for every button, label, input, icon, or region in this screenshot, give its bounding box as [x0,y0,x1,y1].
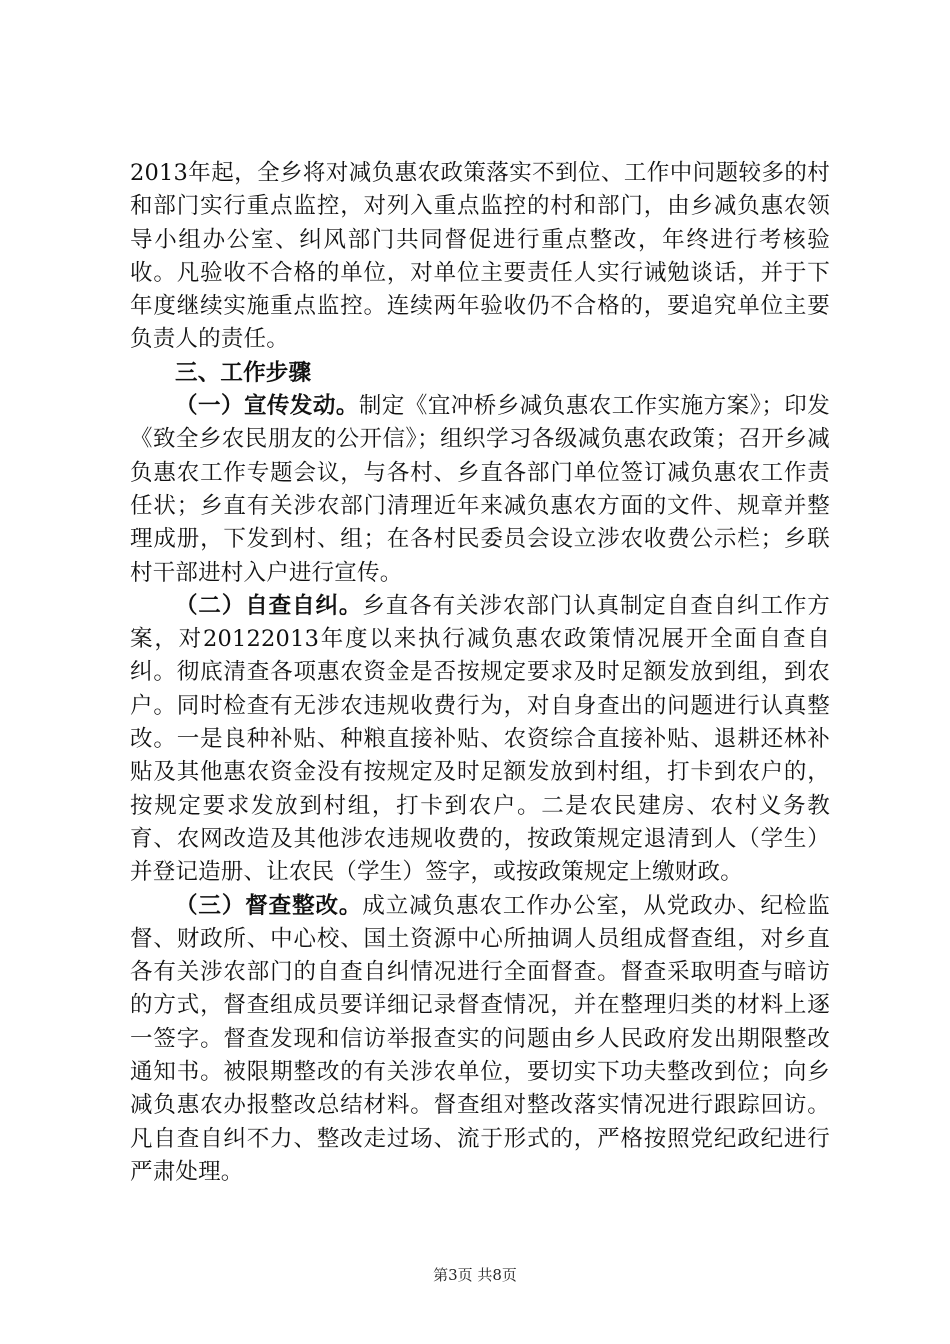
step-paragraph-1 [130,390,830,590]
step-body-1: 制定《宜冲桥乡减负惠农工作实施方案》；印发《致全乡农民朋友的公开信》；组织学习各级减负惠农政策；召开乡减负惠农工作专题会议，与各村、乡直各部门单位签订减负惠农工作责任状；乡直有关涉农部门清理近年来减负惠农方面的文件、规章并整理成册，下发到村、组；在各村民委员会设立涉农收费公示栏；乡联村干部进村入户进行宣传。 [130,393,830,586]
step-title-3: （三）督查整改。 [175,892,363,919]
section-heading: 三、工作步骤 [175,359,312,386]
intro-paragraph: 2013年起，全乡将对减负惠农政策落实不到位、工作中问题较多的村和部门实行重点监控，对列入重点监控的村和部门，由乡减负惠农领导小组办公室、纠风部门共同督促进行重点整改，年终进行考核验收。凡验收不合格的单位，对单位主要责任人实行诫勉谈话，并于下年度继续实施重点监控。连续两年验收仍不合格的，要追究单位主要负责人的责任。 [130,160,830,353]
step-title-2: （二）自查自纠。 [175,592,363,619]
document-body [130,157,830,1189]
step-title-1: （一）宣传发动。 [175,393,359,420]
step-body-3: 成立减负惠农工作办公室，从党政办、纪检监督、财政所、中心校、国土资源中心所抽调人员组成督查组，对乡直各有关涉农部门的自查自纠情况进行全面督查。督查采取明查与暗访的方式，督查组成员要详细记录督查情况，并在整理归类的材料上逐一签字。督查发现和信访举报查实的问题由乡人民政府发出期限整改通知书。被限期整改的有关涉农单位，要切实下功夫整改到位；向乡减负惠农办报整改总结材料。督查组对整改落实情况进行跟踪回访。凡自查自纠不力、整改走过场、流于形式的，严格按照党纪政纪进行严肃处理。 [130,892,830,1185]
step-paragraph-2 [130,590,830,890]
page-number-footer: 第3页 共8页 [433,1266,517,1284]
step-paragraph-3 [130,890,830,1190]
step-body-2: 乡直各有关涉农部门认真制定自查自纠工作方案，对20122013年度以来执行减负惠农政策情况展开全面自查自纠。彻底清查各项惠农资金是否按规定要求及时足额发放到组，到农户。同时检查有无涉农违规收费行为，对自身查出的问题进行认真整改。一是良种补贴、种粮直接补贴、农资综合直接补贴、退耕还林补贴及其他惠农资金没有按规定及时足额发放到村组，打卡到农户的，按规定要求发放到村组，打卡到农户。二是农民建房、农村义务教育、农网改造及其他涉农违规收费的，按政策规定退清到人（学生）并登记造册、让农民（学生）签字，或按政策规定上缴财政。 [130,592,830,886]
